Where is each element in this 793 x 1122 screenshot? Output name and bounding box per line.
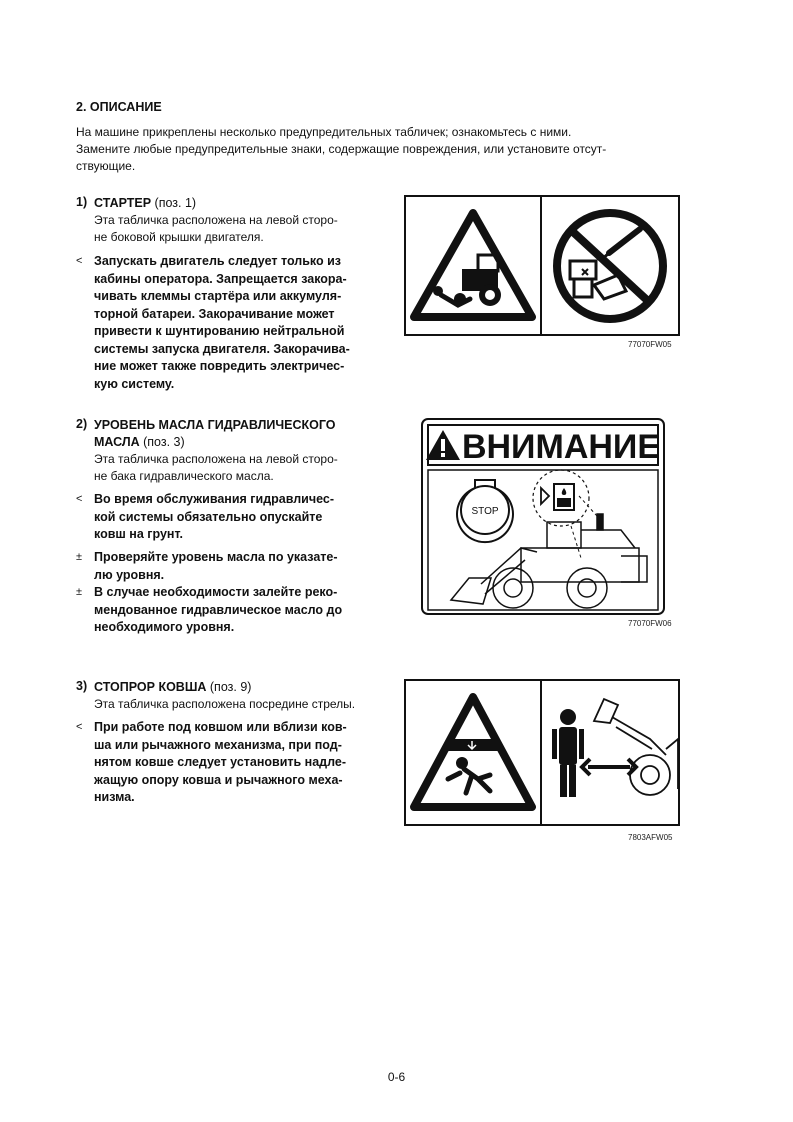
section-description	[94, 451, 338, 484]
bullet-line: низма.	[94, 790, 135, 804]
section-description	[94, 212, 338, 245]
bullet-mark: <	[76, 255, 83, 267]
bullet-line: ша или рычажного механизма, при под-	[94, 737, 342, 752]
section-title-text: СТАРТЕР	[94, 196, 152, 210]
section-heading: 2. ОПИСАНИЕ	[76, 100, 162, 114]
bullet-line: системы запуска двигателя. Закорачива-	[94, 341, 350, 356]
description-line: Эта табличка расположена на левой сторо-	[94, 452, 338, 466]
description-line: не боковой крышки двигателя.	[94, 229, 264, 244]
section-number: 2)	[76, 417, 88, 431]
bullet-mark: ±	[76, 551, 83, 563]
bullet-line: Запускать двигатель следует только из	[94, 254, 341, 268]
warning-bullet	[76, 253, 376, 393]
warning-bullet	[76, 491, 376, 544]
bullet-line: кую систему.	[94, 376, 175, 391]
intro-line: Замените любые предупредительные знаки, содержащие повреждения, или установите отсут-	[76, 142, 607, 156]
figure-code: 77070FW06	[628, 619, 672, 628]
section-number: 3)	[76, 679, 88, 693]
section-title-text: МАСЛА	[94, 435, 140, 449]
section-number: 1)	[76, 195, 88, 209]
hydraulic-oil-warning-label	[421, 418, 665, 615]
bullet-line: необходимого уровня.	[94, 620, 235, 634]
bullet-line: нятом ковше следует установить надле-	[94, 755, 347, 769]
figure-code: 7803AFW05	[628, 833, 673, 842]
bullet-line: кабины оператора. Запрещается закора-	[94, 271, 347, 286]
label-header: ВНИМАНИЕ	[461, 428, 661, 466]
bullet-line: При работе под ковшом или вблизи ков-	[94, 720, 347, 734]
bullet-line: Во время обслуживания гидравличес-	[94, 492, 335, 506]
bullet-line: В случае необходимости залейте реко-	[94, 585, 338, 599]
bullet-line: мендованное гидравлическое масло до	[94, 602, 343, 617]
bullet-line: лю уровня.	[94, 567, 165, 582]
bullet-line: привести к шунтированию нейтральной	[94, 324, 345, 338]
bullet-line: чивать клеммы стартёра или аккумуля-	[94, 289, 342, 303]
bullet-line: ние может также повредить электричес-	[94, 359, 345, 373]
section-title	[94, 679, 251, 696]
bullet-line: ковш на грунт.	[94, 527, 183, 541]
bullet-mark: <	[76, 493, 83, 505]
intro-line: ствующие.	[76, 159, 136, 173]
section-title	[94, 417, 336, 451]
bucket-stopper-warning-label	[404, 679, 680, 826]
description-line: Эта табличка расположена на левой сторо-	[94, 213, 338, 227]
description-line: Эта табличка расположена посредине стрелы.	[94, 697, 356, 711]
bullet-line: Проверяйте уровень масла по указате-	[94, 550, 338, 564]
bullet-mark: <	[76, 721, 83, 733]
section-position: (поз. 3)	[139, 435, 185, 449]
section-position: (поз. 1)	[151, 196, 197, 210]
intro-line: На машине прикреплены несколько предупредительных табличек; ознакомьтесь с ними.	[76, 125, 572, 139]
info-bullet	[76, 584, 376, 637]
bullet-line: торной батареи. Закорачивание может	[94, 306, 335, 321]
section-title	[94, 195, 196, 212]
bullet-line: кой системы обязательно опускайте	[94, 509, 323, 524]
figure-code: 77070FW05	[628, 340, 672, 349]
starter-warning-label	[404, 195, 680, 336]
section-position: (поз. 9)	[206, 680, 252, 694]
info-bullet	[76, 549, 376, 584]
warning-bullet	[76, 719, 376, 807]
bullet-line: жащую опору ковша и рычажного меха-	[94, 772, 343, 787]
section-title-text: УРОВЕНЬ МАСЛА ГИДРАВЛИЧЕСКОГО	[94, 418, 336, 432]
bullet-mark: ±	[76, 586, 83, 598]
description-line: не бака гидравлического масла.	[94, 468, 274, 483]
section-description	[94, 696, 355, 713]
section-title-text: СТОПРОР КОВША	[94, 680, 207, 694]
page-number: 0-6	[387, 1070, 406, 1084]
stop-text: STOP	[471, 506, 499, 517]
intro-text	[76, 124, 676, 175]
